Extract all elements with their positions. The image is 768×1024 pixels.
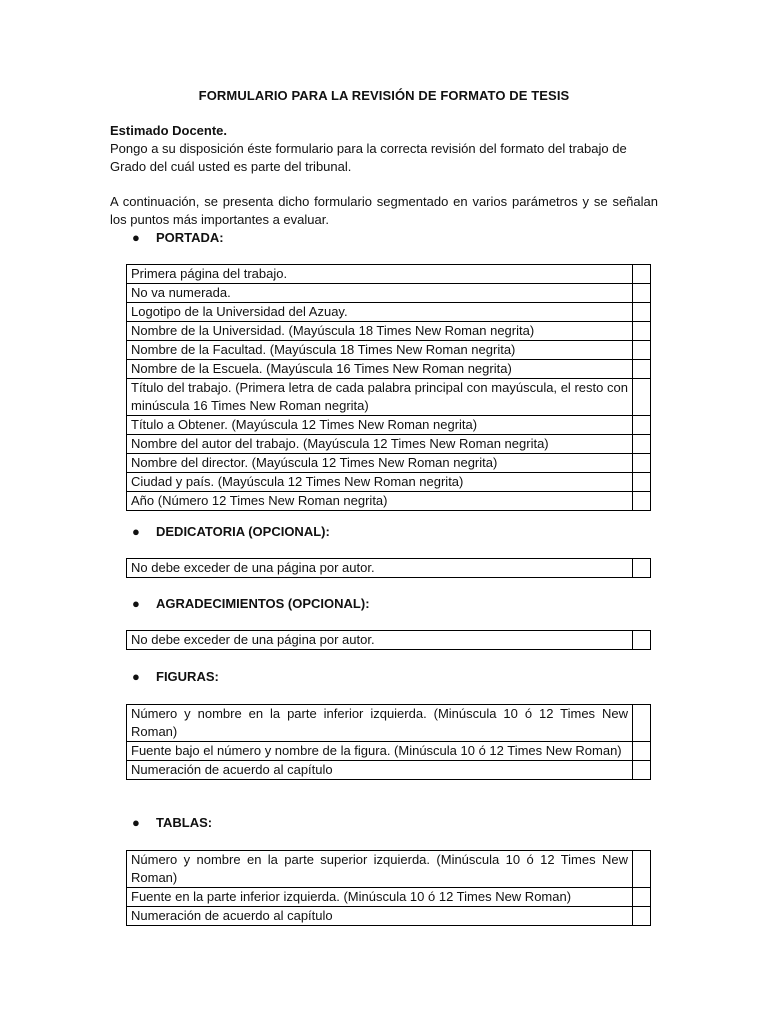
section-heading-label: PORTADA: bbox=[156, 230, 224, 245]
check-cell[interactable] bbox=[633, 416, 651, 435]
salutation: Estimado Docente. bbox=[110, 123, 228, 138]
check-cell[interactable] bbox=[633, 907, 651, 926]
check-cell[interactable] bbox=[633, 265, 651, 284]
checklist-item: Nombre del director. (Mayúscula 12 Times New Roman negrita) bbox=[127, 454, 633, 473]
checklist-item: Nombre de la Facultad. (Mayúscula 18 Times New Roman negrita) bbox=[127, 341, 633, 360]
greeting-block bbox=[110, 122, 658, 176]
table-row bbox=[127, 322, 651, 341]
section-heading-agradecimientos bbox=[132, 596, 370, 611]
checklist-item: Número y nombre en la parte superior izquierda. (Minúscula 10 ó 12 Times New Roman) bbox=[127, 851, 633, 888]
table-row bbox=[127, 761, 651, 780]
table-row bbox=[127, 631, 651, 650]
checklist-item: Nombre de la Universidad. (Mayúscula 18 Times New Roman negrita) bbox=[127, 322, 633, 341]
section-heading-figuras bbox=[132, 669, 219, 684]
check-cell[interactable] bbox=[633, 851, 651, 888]
check-cell[interactable] bbox=[633, 888, 651, 907]
table-row bbox=[127, 341, 651, 360]
checklist-item: No debe exceder de una página por autor. bbox=[127, 559, 633, 578]
table-row bbox=[127, 265, 651, 284]
checklist-item: Nombre del autor del trabajo. (Mayúscula 12 Times New Roman negrita) bbox=[127, 435, 633, 454]
table-row bbox=[127, 379, 651, 416]
table-row bbox=[127, 473, 651, 492]
section-heading-label: FIGURAS: bbox=[156, 669, 219, 684]
bullet-icon: ● bbox=[132, 669, 140, 684]
section-heading-tablas bbox=[132, 815, 212, 830]
checklist-item: No va numerada. bbox=[127, 284, 633, 303]
check-cell[interactable] bbox=[633, 705, 651, 742]
section-heading-dedicatoria bbox=[132, 524, 330, 539]
table-row bbox=[127, 303, 651, 322]
check-cell[interactable] bbox=[633, 435, 651, 454]
check-cell[interactable] bbox=[633, 322, 651, 341]
checklist-item: Año (Número 12 Times New Roman negrita) bbox=[127, 492, 633, 511]
table-row bbox=[127, 416, 651, 435]
section-heading-label: AGRADECIMIENTOS (OPCIONAL): bbox=[156, 596, 370, 611]
bullet-icon: ● bbox=[132, 596, 140, 611]
checklist-item: Nombre de la Escuela. (Mayúscula 16 Times New Roman negrita) bbox=[127, 360, 633, 379]
check-cell[interactable] bbox=[633, 631, 651, 650]
check-cell[interactable] bbox=[633, 303, 651, 322]
table-row bbox=[127, 454, 651, 473]
checklist-table-dedicatoria bbox=[126, 558, 651, 578]
table-row bbox=[127, 851, 651, 888]
section-heading-label: TABLAS: bbox=[156, 815, 213, 830]
check-cell[interactable] bbox=[633, 559, 651, 578]
section-heading-label: DEDICATORIA (OPCIONAL): bbox=[156, 524, 330, 539]
table-row bbox=[127, 705, 651, 742]
check-cell[interactable] bbox=[633, 454, 651, 473]
checklist-item: No debe exceder de una página por autor. bbox=[127, 631, 633, 650]
checklist-item: Ciudad y país. (Mayúscula 12 Times New Roman negrita) bbox=[127, 473, 633, 492]
table-row bbox=[127, 559, 651, 578]
checklist-item: Número y nombre en la parte inferior izquierda. (Minúscula 10 ó 12 Times New Roman) bbox=[127, 705, 633, 742]
checklist-item: Fuente bajo el número y nombre de la figura. (Minúscula 10 ó 12 Times New Roman) bbox=[127, 742, 633, 761]
check-cell[interactable] bbox=[633, 742, 651, 761]
check-cell[interactable] bbox=[633, 761, 651, 780]
table-row bbox=[127, 360, 651, 379]
check-cell[interactable] bbox=[633, 284, 651, 303]
page-title: FORMULARIO PARA LA REVISIÓN DE FORMATO DE TESIS bbox=[198, 88, 570, 103]
checklist-item: Logotipo de la Universidad del Azuay. bbox=[127, 303, 633, 322]
check-cell[interactable] bbox=[633, 341, 651, 360]
table-row bbox=[127, 435, 651, 454]
table-row bbox=[127, 742, 651, 761]
check-cell[interactable] bbox=[633, 360, 651, 379]
table-row bbox=[127, 888, 651, 907]
bullet-icon: ● bbox=[132, 524, 140, 539]
checklist-item: Fuente en la parte inferior izquierda. (Minúscula 10 ó 12 Times New Roman) bbox=[127, 888, 633, 907]
checklist-item: Primera página del trabajo. bbox=[127, 265, 633, 284]
table-row bbox=[127, 492, 651, 511]
bullet-icon: ● bbox=[132, 815, 140, 830]
check-cell[interactable] bbox=[633, 379, 651, 416]
checklist-item: Título a Obtener. (Mayúscula 12 Times New Roman negrita) bbox=[127, 416, 633, 435]
bullet-icon: ● bbox=[132, 230, 140, 245]
checklist-table-portada bbox=[126, 264, 651, 511]
second-paragraph: A continuación, se presenta dicho formulario segmentado en varios parámetros y se señalan los puntos más importantes a evaluar. bbox=[110, 194, 658, 227]
section-heading-portada bbox=[132, 230, 224, 245]
checklist-item: Numeración de acuerdo al capítulo bbox=[127, 761, 633, 780]
checklist-table-tablas bbox=[126, 850, 651, 926]
checklist-table-agradecimientos bbox=[126, 630, 651, 650]
check-cell[interactable] bbox=[633, 473, 651, 492]
intro-paragraph: Pongo a su disposición éste formulario para la correcta revisión del formato del trabajo de Grado del cuál usted es parte del tribunal. bbox=[110, 141, 627, 174]
check-cell[interactable] bbox=[633, 492, 651, 511]
checklist-item: Título del trabajo. (Primera letra de cada palabra principal con mayúscula, el resto con minúscula 16 Times New Roman negrita) bbox=[127, 379, 633, 416]
table-row bbox=[127, 284, 651, 303]
table-row bbox=[127, 907, 651, 926]
checklist-item: Numeración de acuerdo al capítulo bbox=[127, 907, 633, 926]
checklist-table-figuras bbox=[126, 704, 651, 780]
